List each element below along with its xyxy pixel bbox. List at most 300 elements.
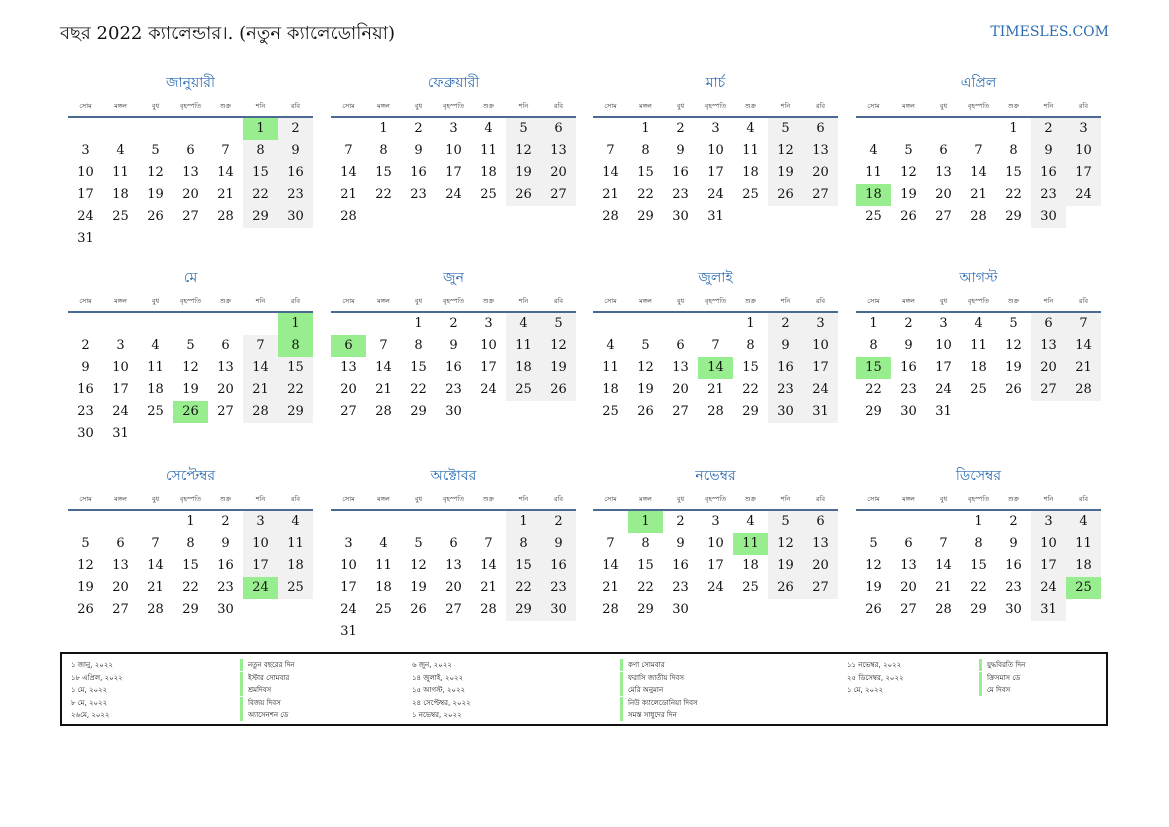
weekday-label: মঙ্গল (902, 297, 915, 305)
weekday-header (856, 491, 1101, 511)
day-cell: 21 (602, 187, 619, 202)
day-cell: 14 (243, 357, 278, 379)
day-cell: 30 (541, 599, 576, 621)
holiday-date: ২৫ ডিসেম্বর, ২০২২ (847, 673, 904, 682)
day-cell: 16 (1005, 558, 1022, 573)
weekday-label: শুক্র (219, 297, 232, 305)
day-cell: 22 (637, 580, 654, 595)
day-cell: 24 (480, 382, 497, 397)
day-cell: 22 (410, 382, 427, 397)
empty-cell (331, 313, 366, 335)
day-cell: 11 (742, 143, 759, 158)
holiday-name: শ্রমদিবস (240, 684, 271, 696)
day-grid (331, 511, 576, 643)
day-cell: 23 (672, 580, 689, 595)
day-cell: 1 (1009, 121, 1018, 136)
day-cell: 13 (672, 360, 689, 375)
day-cell: 28 (1066, 379, 1101, 401)
empty-cell (103, 511, 138, 533)
day-cell: 9 (676, 536, 685, 551)
day-cell: 3 (939, 316, 948, 331)
day-cell: 6 (803, 511, 838, 533)
empty-cell (173, 313, 208, 335)
day-cell: 13 (182, 165, 199, 180)
weekday-label: শনি (255, 102, 266, 110)
day-cell: 20 (112, 580, 129, 595)
month-name: জানুয়ারী (166, 75, 215, 91)
day-cell: 10 (707, 143, 724, 158)
weekday-label: বৃহস্পতি (967, 102, 990, 110)
day-cell: 4 (484, 121, 493, 136)
weekday-label: শনি (780, 495, 791, 503)
day-cell: 7 (1066, 313, 1101, 335)
day-cell: 16 (445, 360, 462, 375)
day-cell: 11 (970, 338, 987, 353)
day-cell: 14 (602, 165, 619, 180)
empty-cell (628, 313, 663, 335)
day-cell: 25 (375, 602, 392, 617)
weekday-label: রবি (290, 297, 301, 305)
weekday-label: বুধ (151, 297, 160, 305)
weekday-label: বুধ (676, 495, 685, 503)
day-cell: 15 (182, 558, 199, 573)
day-cell: 2 (541, 511, 576, 533)
holiday-date: ২৪ সেপ্টেম্বর, ২০২২ (412, 698, 471, 707)
month-name: জুন (443, 270, 464, 286)
weekday-label: মঙ্গল (114, 495, 127, 503)
day-cell: 10 (77, 165, 94, 180)
day-cell: 29 (278, 401, 313, 423)
day-cell: 14 (147, 558, 164, 573)
day-cell: 8 (746, 338, 755, 353)
day-cell: 27 (803, 184, 838, 206)
weekday-label: শুক্র (1007, 102, 1020, 110)
month-name: সেপ্টেম্বর (165, 468, 216, 484)
month-10 (331, 465, 576, 643)
weekday-label: বৃহস্পতি (179, 297, 202, 305)
day-cell: 26 (768, 184, 803, 206)
empty-cell (856, 511, 891, 533)
weekday-label: শুক্র (744, 102, 757, 110)
day-cell: 22 (1005, 187, 1022, 202)
day-cell: 29 (742, 404, 759, 419)
day-cell: 23 (217, 580, 234, 595)
day-cell: 28 (375, 404, 392, 419)
weekday-label: বৃহস্পতি (442, 297, 465, 305)
weekday-label: শুক্র (744, 297, 757, 305)
day-cell: 28 (243, 401, 278, 423)
day-cell: 13 (541, 140, 576, 162)
day-cell: 3 (243, 511, 278, 533)
weekday-label: সোম (604, 102, 617, 110)
empty-cell (103, 313, 138, 335)
weekday-label: মঙ্গল (639, 495, 652, 503)
day-cell: 17 (112, 382, 129, 397)
day-cell: 17 (1066, 162, 1101, 184)
day-cell: 6 (221, 338, 230, 353)
day-cell: 27 (541, 184, 576, 206)
empty-cell (856, 118, 891, 140)
day-cell: 17 (803, 357, 838, 379)
day-cell: 20 (445, 580, 462, 595)
empty-cell (331, 118, 366, 140)
month-name: ডিসেম্বর (955, 468, 1002, 484)
month-name: আগস্ট (959, 270, 998, 286)
day-cell: 25 (865, 209, 882, 224)
day-cell: 6 (939, 143, 948, 158)
day-cell: 26 (410, 602, 427, 617)
day-cell: 30 (278, 206, 313, 228)
weekday-header (593, 491, 838, 511)
day-cell: 5 (904, 143, 913, 158)
weekday-label: শুক্র (482, 297, 495, 305)
empty-cell (593, 118, 628, 140)
day-cell: 26 (900, 209, 917, 224)
day-cell: 24 (1066, 184, 1101, 206)
weekday-header (331, 491, 576, 511)
day-cell: 31 (112, 426, 129, 441)
month-name: এপ্রিল (960, 75, 997, 91)
day-cell: 12 (541, 335, 576, 357)
day-cell: 24 (445, 187, 462, 202)
day-cell: 16 (217, 558, 234, 573)
weekday-label: রবি (1078, 297, 1089, 305)
holiday-name: মেরি অনুমান (620, 684, 663, 696)
day-cell: 4 (869, 143, 878, 158)
day-cell: 13 (217, 360, 234, 375)
day-cell: 5 (768, 511, 803, 533)
day-cell: 13 (340, 360, 357, 375)
day-cell: 22 (243, 184, 278, 206)
day-cell: 19 (541, 357, 576, 379)
day-cell: 27 (1031, 379, 1066, 401)
weekday-label: সোম (79, 297, 92, 305)
holiday-date: ১৪ জুলাই, ২০২২ (412, 673, 464, 682)
day-cell: 25 (147, 404, 164, 419)
page-title: বছর 2022 ক্যালেন্ডার।. (নতুন ক্যালেডোনিয়া) (60, 23, 395, 44)
day-cell: 30 (672, 602, 689, 617)
day-cell: 22 (637, 187, 654, 202)
day-cell: 7 (606, 536, 615, 551)
day-cell: 18 (480, 165, 497, 180)
weekday-label: শনি (518, 297, 529, 305)
holiday-day-cell: 8 (278, 335, 313, 357)
empty-cell (926, 511, 961, 533)
holiday-day-cell: 25 (1066, 577, 1101, 599)
day-cell: 31 (707, 209, 724, 224)
day-cell: 15 (637, 558, 654, 573)
weekday-label: সোম (867, 102, 880, 110)
day-cell: 5 (414, 536, 423, 551)
day-cell: 2 (414, 121, 423, 136)
day-cell: 18 (278, 555, 313, 577)
day-cell: 16 (1031, 162, 1066, 184)
day-cell: 3 (1066, 118, 1101, 140)
day-cell: 30 (672, 209, 689, 224)
day-cell: 7 (243, 335, 278, 357)
day-cell: 30 (1031, 206, 1066, 228)
day-cell: 14 (217, 165, 234, 180)
day-cell: 14 (935, 558, 952, 573)
weekday-label: শনি (780, 102, 791, 110)
day-cell: 20 (217, 382, 234, 397)
weekday-label: বুধ (151, 102, 160, 110)
weekday-label: শনি (1043, 102, 1054, 110)
day-cell: 16 (410, 165, 427, 180)
brand-link[interactable]: TIMESLES.COM (990, 24, 1109, 40)
day-cell: 21 (970, 187, 987, 202)
day-cell: 30 (217, 602, 234, 617)
day-cell: 20 (900, 580, 917, 595)
day-cell: 12 (147, 165, 164, 180)
day-cell: 1 (869, 316, 878, 331)
day-cell: 1 (506, 511, 541, 533)
month-12 (856, 465, 1101, 621)
day-cell: 29 (1005, 209, 1022, 224)
empty-cell (698, 313, 733, 335)
weekday-label: বুধ (151, 495, 160, 503)
day-cell: 20 (541, 162, 576, 184)
day-cell: 8 (414, 338, 423, 353)
day-cell: 1 (641, 121, 650, 136)
day-cell: 1 (974, 514, 983, 529)
month-name: মে (183, 270, 198, 286)
day-cell: 21 (602, 580, 619, 595)
day-cell: 28 (935, 602, 952, 617)
empty-cell (208, 313, 243, 335)
weekday-header (331, 293, 576, 313)
day-cell: 25 (112, 209, 129, 224)
day-cell: 8 (186, 536, 195, 551)
weekday-label: শনি (255, 495, 266, 503)
weekday-label: মঙ্গল (639, 297, 652, 305)
month-name: জুলাই (698, 270, 733, 286)
empty-cell (103, 118, 138, 140)
day-cell: 17 (340, 580, 357, 595)
weekday-label: বৃহস্পতি (967, 297, 990, 305)
day-cell: 11 (278, 533, 313, 555)
weekday-label: সোম (342, 495, 355, 503)
day-cell: 28 (970, 209, 987, 224)
day-cell: 22 (182, 580, 199, 595)
day-cell: 6 (116, 536, 125, 551)
month-8 (856, 267, 1101, 423)
day-cell: 25 (278, 577, 313, 599)
day-cell: 21 (217, 187, 234, 202)
day-cell: 5 (186, 338, 195, 353)
weekday-label: শুক্র (1007, 495, 1020, 503)
weekday-header (856, 293, 1101, 313)
holiday-name: ক্রিসমাস ডে (979, 672, 1020, 684)
day-cell: 30 (900, 404, 917, 419)
day-cell: 9 (541, 533, 576, 555)
day-cell: 30 (1005, 602, 1022, 617)
day-cell: 18 (375, 580, 392, 595)
day-cell: 3 (344, 536, 353, 551)
day-cell: 4 (746, 514, 755, 529)
day-cell: 4 (606, 338, 615, 353)
day-cell: 15 (506, 555, 541, 577)
day-cell: 8 (1009, 143, 1018, 158)
weekday-label: বৃহস্পতি (704, 495, 727, 503)
day-cell: 15 (637, 165, 654, 180)
day-cell: 8 (379, 143, 388, 158)
day-cell: 12 (865, 558, 882, 573)
day-cell: 23 (1031, 184, 1066, 206)
weekday-header (68, 491, 313, 511)
day-cell: 23 (278, 184, 313, 206)
day-cell: 18 (147, 382, 164, 397)
holiday-day-cell: 14 (698, 357, 733, 379)
day-cell: 5 (869, 536, 878, 551)
weekday-label: মঙ্গল (902, 102, 915, 110)
day-cell: 2 (676, 514, 685, 529)
day-cell: 6 (904, 536, 913, 551)
weekday-label: শুক্র (1007, 297, 1020, 305)
day-cell: 3 (81, 143, 90, 158)
holiday-day-cell: 11 (733, 533, 768, 555)
day-cell: 5 (151, 143, 160, 158)
day-cell: 22 (375, 187, 392, 202)
day-cell: 27 (803, 577, 838, 599)
day-cell: 2 (81, 338, 90, 353)
day-cell: 3 (711, 514, 720, 529)
day-cell: 23 (410, 187, 427, 202)
empty-cell (436, 511, 471, 533)
day-cell: 18 (112, 187, 129, 202)
day-cell: 17 (707, 165, 724, 180)
day-cell: 28 (602, 602, 619, 617)
day-cell: 4 (379, 536, 388, 551)
day-cell: 15 (243, 162, 278, 184)
day-cell: 16 (672, 558, 689, 573)
holiday-name: নতুন বছরের দিন (240, 659, 295, 671)
day-cell: 10 (935, 338, 952, 353)
empty-cell (663, 313, 698, 335)
day-cell: 13 (112, 558, 129, 573)
day-cell: 14 (602, 558, 619, 573)
day-cell: 18 (970, 360, 987, 375)
day-cell: 29 (637, 209, 654, 224)
day-grid (331, 313, 576, 423)
day-cell: 23 (900, 382, 917, 397)
empty-cell (173, 118, 208, 140)
day-grid (593, 118, 838, 228)
month-name: নভেম্বর (695, 468, 736, 484)
empty-cell (68, 511, 103, 533)
weekday-header (68, 98, 313, 118)
day-cell: 25 (602, 404, 619, 419)
day-cell: 2 (768, 313, 803, 335)
day-cell: 28 (602, 209, 619, 224)
day-cell: 25 (742, 580, 759, 595)
day-cell: 13 (803, 533, 838, 555)
month-9 (68, 465, 313, 621)
weekday-label: সোম (604, 495, 617, 503)
day-cell: 11 (112, 165, 129, 180)
day-cell: 3 (484, 316, 493, 331)
weekday-label: বুধ (676, 102, 685, 110)
empty-cell (331, 511, 366, 533)
day-cell: 9 (81, 360, 90, 375)
day-cell: 2 (449, 316, 458, 331)
day-cell: 17 (1031, 555, 1066, 577)
day-cell: 23 (1005, 580, 1022, 595)
day-cell: 9 (1031, 140, 1066, 162)
weekday-label: বৃহস্পতি (704, 102, 727, 110)
day-cell: 21 (340, 187, 357, 202)
day-cell: 8 (641, 536, 650, 551)
day-cell: 15 (278, 357, 313, 379)
month-name: মার্চ (705, 75, 726, 91)
empty-cell (138, 118, 173, 140)
day-cell: 12 (506, 140, 541, 162)
weekday-label: বুধ (939, 495, 948, 503)
day-cell: 18 (602, 382, 619, 397)
day-cell: 9 (449, 338, 458, 353)
weekday-label: বুধ (939, 102, 948, 110)
weekday-label: সোম (342, 102, 355, 110)
day-cell: 28 (217, 209, 234, 224)
day-grid (68, 313, 313, 445)
weekday-label: বুধ (414, 495, 423, 503)
weekday-label: মঙ্গল (114, 297, 127, 305)
day-cell: 21 (935, 580, 952, 595)
holiday-name: অ্যাসেনশন ডে (240, 709, 288, 721)
day-cell: 9 (1009, 536, 1018, 551)
day-cell: 15 (410, 360, 427, 375)
day-cell: 26 (865, 602, 882, 617)
day-cell: 27 (900, 602, 917, 617)
day-cell: 5 (81, 536, 90, 551)
weekday-label: শনি (1043, 297, 1054, 305)
month-6 (331, 267, 576, 423)
weekday-label: বৃহস্পতি (704, 297, 727, 305)
holiday-date: ৬ জুন, ২০২২ (412, 661, 452, 669)
month-7 (593, 267, 838, 423)
day-cell: 4 (1066, 511, 1101, 533)
month-3 (593, 72, 838, 228)
month-2 (331, 72, 576, 228)
day-cell: 12 (410, 558, 427, 573)
weekday-label: বৃহস্পতি (179, 495, 202, 503)
day-cell: 31 (1031, 599, 1066, 621)
weekday-label: সোম (79, 102, 92, 110)
empty-cell (208, 118, 243, 140)
weekday-label: মঙ্গল (377, 495, 390, 503)
weekday-label: বৃহস্পতি (967, 495, 990, 503)
day-cell: 3 (449, 121, 458, 136)
day-cell: 4 (974, 316, 983, 331)
day-cell: 11 (865, 165, 882, 180)
day-cell: 10 (112, 360, 129, 375)
day-cell: 9 (676, 143, 685, 158)
day-cell: 7 (974, 143, 983, 158)
day-cell: 20 (935, 187, 952, 202)
day-cell: 27 (672, 404, 689, 419)
day-cell: 14 (340, 165, 357, 180)
empty-cell (138, 511, 173, 533)
weekday-label: শনি (255, 297, 266, 305)
day-cell: 2 (278, 118, 313, 140)
holiday-name: মে দিবস (979, 684, 1010, 696)
holiday-date: ১৮ এপ্রিল, ২০২২ (71, 673, 123, 682)
day-cell: 10 (480, 338, 497, 353)
day-cell: 6 (449, 536, 458, 551)
weekday-label: সোম (867, 495, 880, 503)
month-name: ফেব্রুয়ারী (427, 75, 480, 91)
day-cell: 9 (221, 536, 230, 551)
